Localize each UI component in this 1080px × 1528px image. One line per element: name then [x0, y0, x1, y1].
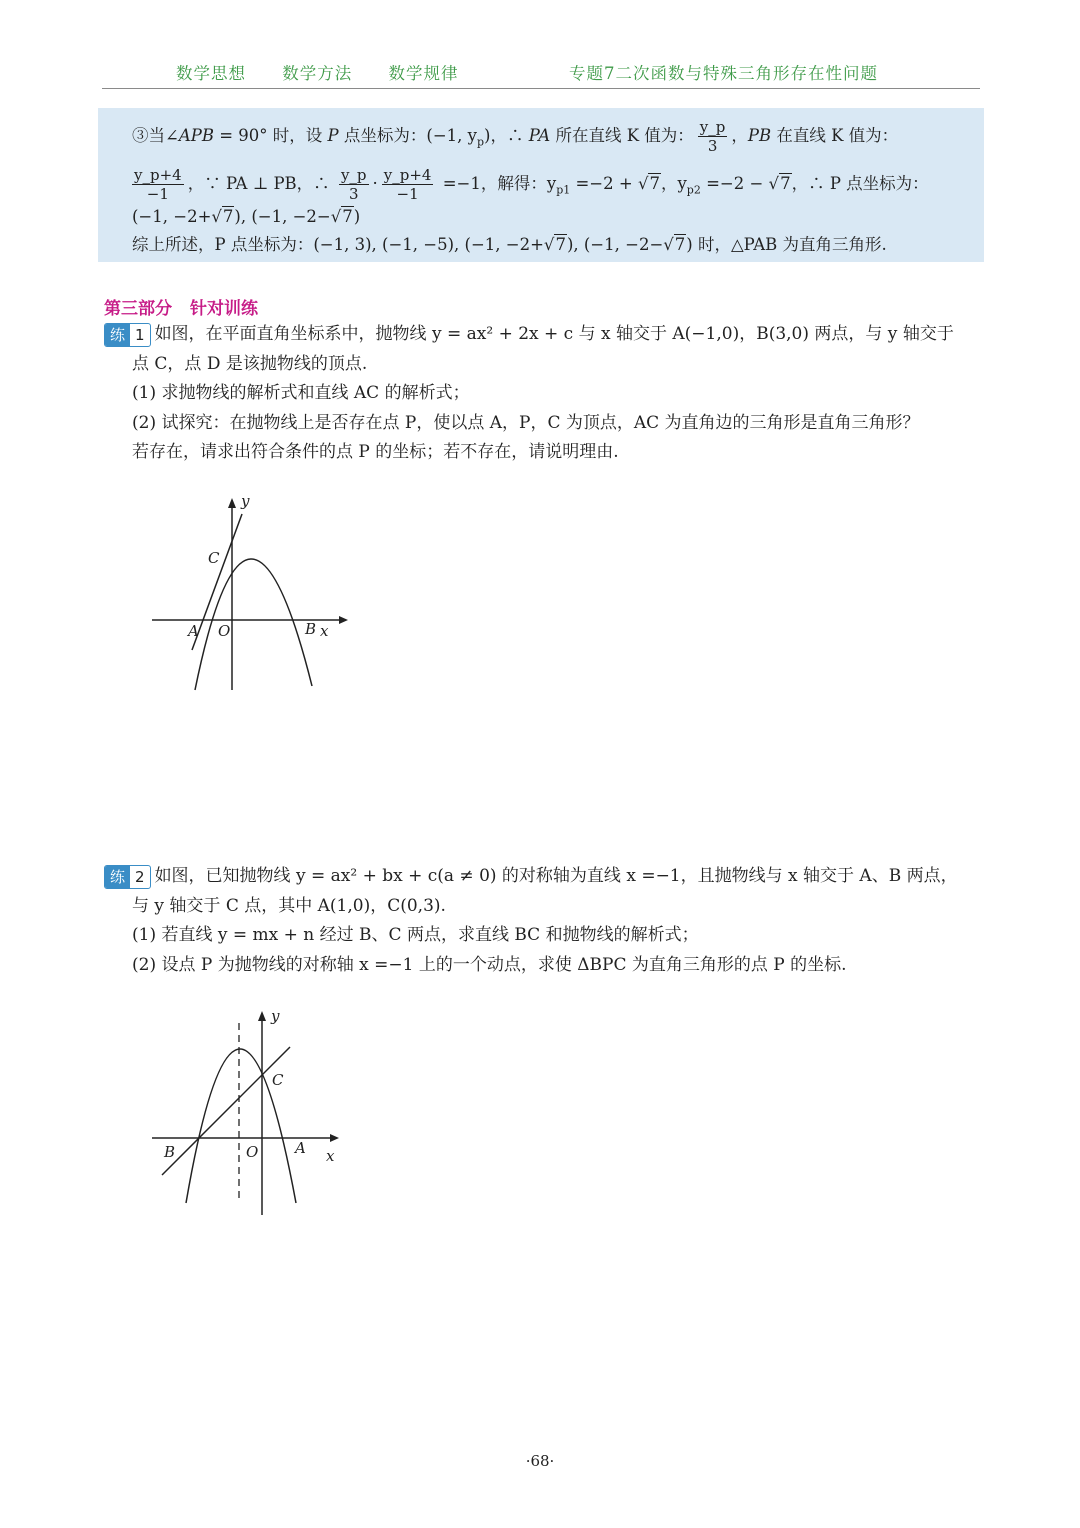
- problem-2-line-1: 练 2 如图，已知抛物线 y = ax² + bx + c(a ≠ 0) 的对称轴为直线 x =−1，且抛物线与 x 轴交于 A、B 两点，: [104, 862, 984, 892]
- section-part: 第三部分: [104, 299, 172, 319]
- solution-line-4: 综上所述，P 点坐标为：(−1, 3), (−1, −5), (−1, −2+√7), (−1, −2−√7) 时，△PAB 为直角三角形.: [132, 235, 887, 254]
- origin-label: O: [246, 1143, 259, 1161]
- figure-1: [140, 490, 360, 700]
- y-axis-arrow-icon: [228, 498, 236, 508]
- origin-label: O: [218, 622, 231, 640]
- point-b-label: B: [164, 1143, 176, 1161]
- header-topic: 专题7二次函数与特殊三角形存在性问题: [569, 64, 878, 83]
- fraction: $\frac{y\_p+4}{-1}$: [383, 166, 432, 203]
- point-a-label: A: [295, 1139, 306, 1157]
- problem-1-line-5: 若存在，请求出符合条件的点 P 的坐标；若不存在，请说明理由.: [132, 442, 619, 462]
- problem-2-line-2: 与 y 轴交于 C 点，其中 A(1,0)，C(0,3).: [132, 895, 446, 916]
- point-c-label: C: [208, 549, 220, 567]
- x-label: x: [326, 1147, 335, 1165]
- page-header: [102, 56, 980, 89]
- problem-1-line-1: 练 1 如图，在平面直角坐标系中，抛物线 y = ax² + 2x + c 与 x 轴交于 A(−1,0)，B(3,0) 两点，与 y 轴交于: [104, 320, 984, 350]
- section-name: 针对训练: [190, 299, 258, 319]
- section-title: [104, 294, 258, 319]
- practice-tag: 练 1: [104, 323, 151, 347]
- line-bc: [162, 1047, 290, 1175]
- solution-box: [98, 108, 984, 262]
- problem-1-line-2: 点 C，点 D 是该抛物线的顶点.: [132, 353, 368, 374]
- x-label: x: [320, 622, 329, 640]
- page-number: ·68·: [525, 1452, 555, 1470]
- header-tag: 数学思想: [176, 64, 246, 83]
- point-b-label: B: [305, 620, 317, 638]
- header-tag: 数学规律: [388, 64, 459, 83]
- fraction: $\frac{y\_p}{3}$: [340, 166, 367, 203]
- solution-line-1: ③当∠APB = 90° 时，设 P 点坐标为：(−1, $y_p$)，∴ PA 所在直线 K 值为： $\frac{y\_p}{3}$ ，PB 在直线 K 值为：: [132, 118, 899, 155]
- point-a-label: A: [188, 622, 199, 640]
- problem-1: [104, 320, 984, 468]
- point-c-label: C: [272, 1071, 284, 1089]
- fraction: $\frac{y\_p+4}{-1}$: [134, 166, 182, 203]
- figure-2: [140, 1005, 360, 1220]
- solution-line-3: (−1, −2+√7), (−1, −2−√7): [132, 207, 361, 226]
- problem-1-line-4: (2) 试探究：在抛物线上是否存在点 P，使以点 A，P，C 为顶点，AC 为直角边的三角形是直角三角形？: [132, 412, 920, 433]
- line-ac: [192, 514, 242, 650]
- solution-line-2: $\frac{y\_p+4}{-1}$ ，∵ PA ⊥ PB，∴ $\frac{y\_p}{3}$ · $\frac{y\_p+4}{-1}$ =−1，解得：$y_{p1} =-2 + √7$，$y_{p2} =-2 - √7$，∴ P 点坐标为：: [134, 166, 929, 203]
- y-label: y: [241, 492, 250, 510]
- y-axis-arrow-icon: [258, 1011, 266, 1021]
- fraction: $\frac{y\_p}{3}$: [699, 118, 726, 155]
- problem-2: [104, 862, 984, 980]
- x-axis-arrow-icon: [339, 616, 348, 624]
- y-label: y: [271, 1007, 280, 1025]
- x-axis-arrow-icon: [330, 1134, 339, 1142]
- header-tag: 数学方法: [282, 64, 353, 83]
- practice-tag: 练 2: [104, 865, 151, 889]
- header-tags: [176, 60, 489, 84]
- problem-1-line-3: (1) 求抛物线的解析式和直线 AC 的解析式；: [132, 383, 470, 403]
- problem-2-line-3: (1) 若直线 y = mx + n 经过 B、C 两点，求直线 BC 和抛物线的解析式；: [132, 925, 699, 945]
- parabola: [195, 559, 312, 690]
- problem-2-line-4: (2) 设点 P 为抛物线的对称轴 x =−1 上的一个动点，求使 ΔBPC 为直角三角形的点 P 的坐标.: [132, 954, 847, 975]
